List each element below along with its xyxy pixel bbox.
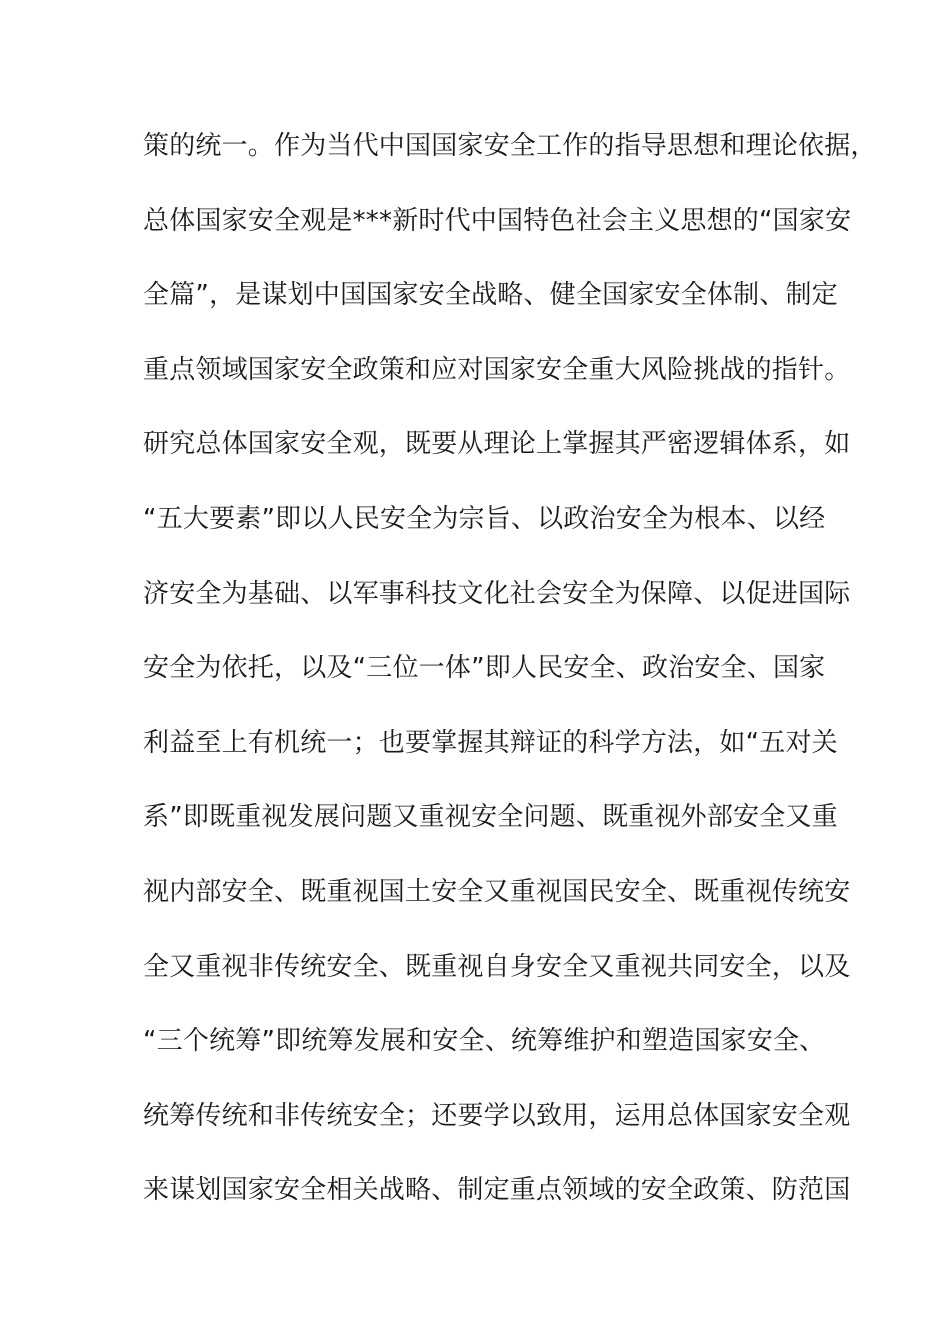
text-line: 安全为依托，以及“三位一体”即人民安全、政治安全、国家	[143, 653, 826, 684]
text-line: 统筹传统和非传统安全；还要学以致用，运用总体国家安全观	[143, 1100, 851, 1131]
text-line: 全又重视非传统安全、既重视自身安全又重视共同安全，以及	[143, 951, 851, 982]
text-line: 利益至上有机统一；也要掌握其辩证的科学方法，如“五对关	[143, 727, 838, 758]
text-line: 济安全为基础、以军事科技文化社会安全为保障、以促进国际	[143, 578, 851, 609]
text-line: 视内部安全、既重视国土安全又重视国民安全、既重视传统安	[143, 876, 851, 907]
text-line: 研究总体国家安全观，既要从理论上掌握其严密逻辑体系，如	[143, 429, 851, 460]
text-line: 来谋划国家安全相关战略、制定重点领域的安全政策、防范国	[143, 1175, 851, 1206]
text-line: 系”即既重视发展问题又重视安全问题、既重视外部安全又重	[143, 802, 838, 833]
text-line: 总体国家安全观是***新时代中国特色社会主义思想的“国家安	[143, 205, 852, 236]
body-text	[143, 128, 877, 1247]
text-line: “三个统筹”即统筹发展和安全、统筹维护和塑造国家安全、	[143, 1026, 826, 1057]
text-line: 全篇”，是谋划中国国家安全战略、健全国家安全体制、制定	[143, 280, 838, 311]
text-line: 策的统一。作为当代中国国家安全工作的指导思想和理论依据，	[143, 131, 877, 161]
text-line: 重点领域国家安全政策和应对国家安全重大风险挑战的指针。	[143, 354, 851, 385]
text-line: “五大要素”即以人民安全为宗旨、以政治安全为根本、以经	[143, 503, 826, 534]
